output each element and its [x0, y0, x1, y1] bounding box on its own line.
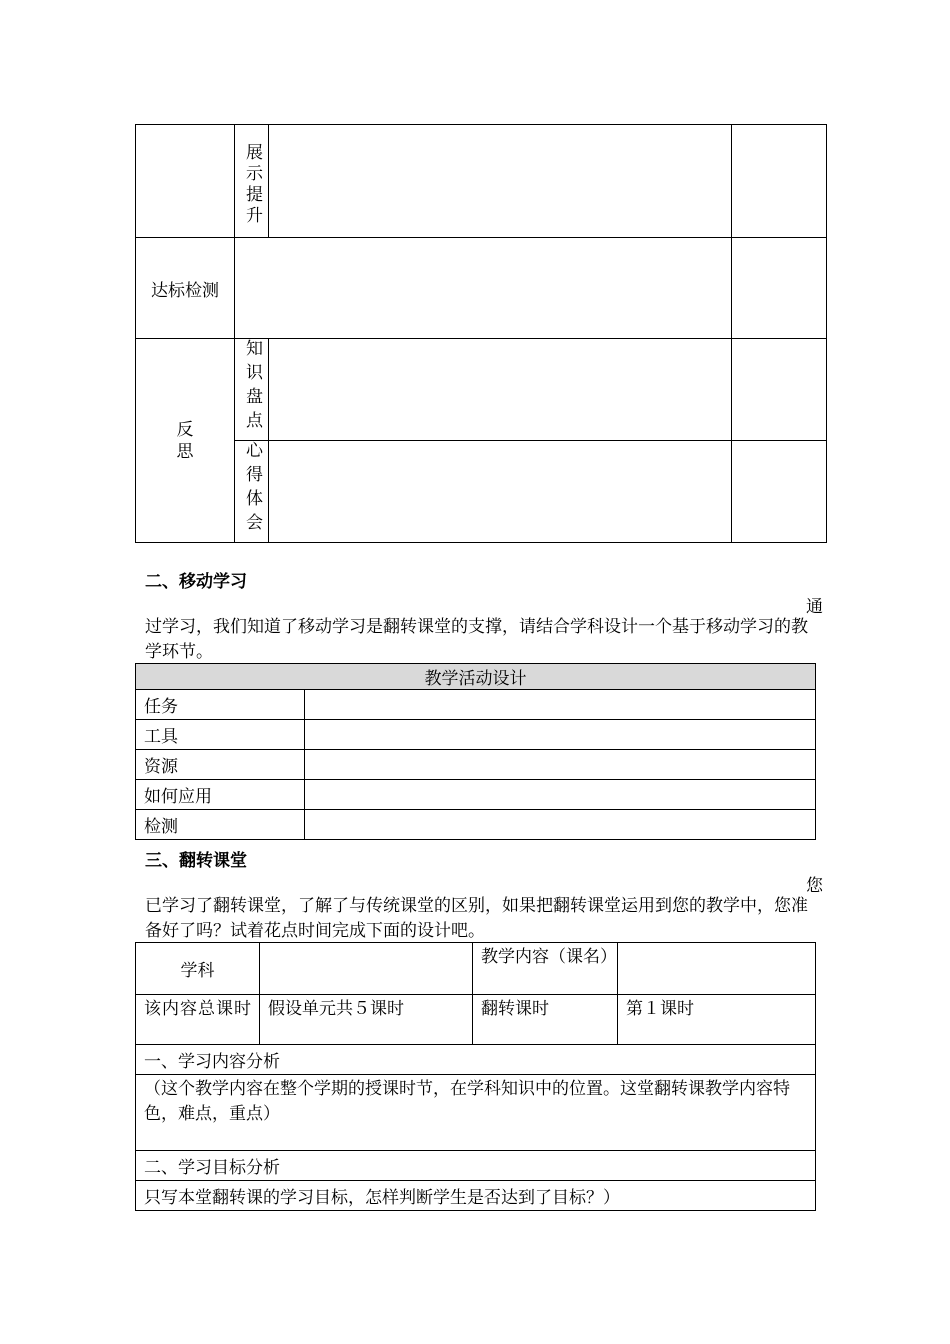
label-dabiao-jiance: 达标检测: [136, 238, 235, 339]
note-cell[interactable]: [732, 339, 827, 441]
total-hours-value: 假设单元共５课时: [260, 995, 473, 1045]
note-cell[interactable]: [732, 238, 827, 339]
row-value-tool[interactable]: [305, 720, 816, 750]
total-hours-label: 该内容总课时: [136, 995, 260, 1045]
flip-label: 翻转课时: [473, 995, 618, 1045]
row-label-task: 任务: [136, 690, 305, 720]
row-label-check: 检测: [136, 810, 305, 840]
section2-paragraph: 过学习，我们知道了移动学习是翻转课堂的支撑，请结合学科设计一个基于移动学习的教学环节。: [145, 617, 808, 662]
section2-heading: 二、移动学习: [145, 572, 247, 592]
label-zhishi-pandian: 知识盘点: [235, 339, 269, 441]
subject-value[interactable]: [260, 943, 473, 995]
note-cell[interactable]: [732, 441, 827, 543]
row-value-check[interactable]: [305, 810, 816, 840]
row-label-resource: 资源: [136, 750, 305, 780]
label-xinde-tihui: 心得体会: [235, 441, 269, 543]
content-cell[interactable]: [269, 339, 732, 441]
empty-cell: [136, 125, 235, 238]
content-label: 教学内容（课名）: [473, 943, 618, 995]
section2-first-char: 通: [806, 597, 823, 617]
row-value-resource[interactable]: [305, 750, 816, 780]
row-value-task[interactable]: [305, 690, 816, 720]
reflection-table: [135, 124, 827, 543]
content-cell[interactable]: [269, 441, 732, 543]
flip-value: 第１课时: [618, 995, 816, 1045]
row-value-apply[interactable]: [305, 780, 816, 810]
row-label-apply: 如何应用: [136, 780, 305, 810]
analysis2-title: 二、学习目标分析: [136, 1151, 816, 1181]
flipped-classroom-table: [135, 942, 816, 1211]
label-fansi: 反思: [136, 339, 235, 543]
section3-first-char: 您: [806, 876, 823, 896]
row-label-tool: 工具: [136, 720, 305, 750]
analysis2-body[interactable]: 只写本堂翻转课的学习目标，怎样判断学生是否达到了目标？）: [136, 1181, 816, 1211]
note-cell[interactable]: [732, 125, 827, 238]
activity-design-table: [135, 663, 816, 840]
analysis1-title: 一、学习内容分析: [136, 1045, 816, 1075]
subject-label: 学科: [136, 943, 260, 995]
content-value[interactable]: [618, 943, 816, 995]
content-cell[interactable]: [235, 238, 732, 339]
activity-table-header: 教学活动设计: [136, 664, 816, 690]
label-zhanshi-tisheng: 展示提升: [235, 125, 269, 238]
analysis1-body[interactable]: （这个教学内容在整个学期的授课时节，在学科知识中的位置。这堂翻转课教学内容特色，难点，重点）: [136, 1075, 816, 1151]
content-cell[interactable]: [269, 125, 732, 238]
section3-heading: 三、翻转课堂: [145, 851, 247, 871]
section3-paragraph: 已学习了翻转课堂，了解了与传统课堂的区别，如果把翻转课堂运用到您的教学中，您准备好了吗？试着花点时间完成下面的设计吧。: [145, 896, 808, 941]
